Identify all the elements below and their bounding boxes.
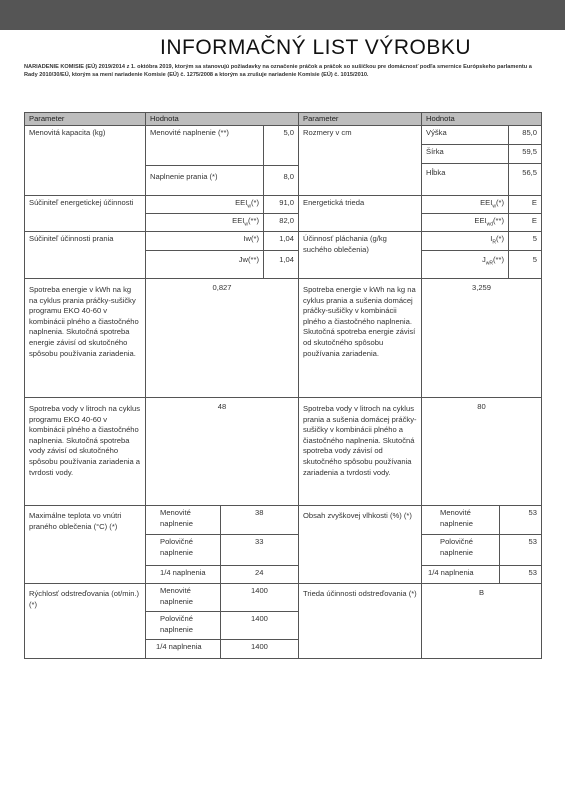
dimensions-height-value: 85,0 <box>508 125 542 145</box>
water-dry-label: Spotreba vody v litroch na cyklus prania a sušenia domácej práčky-sušičky v kombinácii plného a čiastočného naplnenia. Skutočná spotreba vody závisí od skutočného spôsobu používania zariadenia a tvrdosti vody. <box>298 397 422 506</box>
spin-speed-row1-label: Menovité naplnenie <box>145 583 221 612</box>
water-dry-value: 80 <box>421 397 542 506</box>
capacity-wash-label: Menovité naplnenie (**) <box>145 125 264 166</box>
dimensions-depth-label: Hĺbka <box>421 163 509 196</box>
moisture-row1-label: Menovité naplnenie <box>421 505 500 535</box>
spin-speed-row3-value: 1400 <box>220 639 299 659</box>
wash-efficiency-label: Súčiniteľ účinnosti prania <box>24 231 146 279</box>
rinse-row2-mark: (**) <box>493 255 504 264</box>
eei-row1-label <box>145 195 264 214</box>
wash-efficiency-row1-label: Iw(*) <box>145 231 264 251</box>
moisture-row1-value: 53 <box>499 505 542 535</box>
energy-wash-label: Spotreba energie v kWh na kg na cyklus prania práčky-sušičky programu EKO 40-60 v kombinácii plného a čiastočného naplnenia. Skutočná spotreba energie závisí od skutočného spôsobu používania zariadenia. <box>24 278 146 398</box>
spin-speed-row3-label: 1/4 naplnenia <box>145 639 221 659</box>
spin-speed-label: Rýchlosť odstreďovania (ot/min.) (*) <box>24 583 146 659</box>
water-wash-label: Spotreba vody v litroch na cyklus programu EKO 40-60 v kombinácii plného a čiastočného naplnenia. Skutočná spotreba vody závisí od skutočného spôsobu používania zariadenia a tvrdosti vody. <box>24 397 146 506</box>
eei-row2-subscript: w <box>244 221 249 228</box>
spin-speed-row2-label: Polovičné naplnenie <box>145 611 221 640</box>
header-value-right: Hodnota <box>421 112 542 126</box>
moisture-row3-value: 53 <box>499 565 542 584</box>
eei-row2-label <box>145 213 264 232</box>
dimensions-depth-value: 56,5 <box>508 163 542 196</box>
energy-class-row1-value: E <box>508 195 542 214</box>
header-parameter-right: Parameter <box>298 112 422 126</box>
header-parameter-left: Parameter <box>24 112 146 126</box>
energy-class-row2-subscript: wd <box>486 221 494 228</box>
energy-dry-value: 3,259 <box>421 278 542 398</box>
energy-class-row1-mark: (*) <box>495 198 504 207</box>
capacity-label: Menovitá kapacita (kg) <box>24 125 146 196</box>
eei-row1-mark: (*) <box>250 198 259 207</box>
max-temp-row2-label: Polovičné naplnenie <box>145 534 221 566</box>
max-temp-row1-value: 38 <box>220 505 299 535</box>
energy-class-row2-value: E <box>508 213 542 232</box>
rinse-row2-label-text: J <box>482 255 486 264</box>
energy-class-row2-mark: (**) <box>493 216 504 225</box>
energy-class-label: Energetická trieda <box>298 195 422 232</box>
eei-row2-mark: (**) <box>248 216 259 225</box>
dimensions-width-label: Šírka <box>421 144 509 164</box>
capacity-dry-value: 8,0 <box>263 165 299 196</box>
rinse-label: Účinnosť pláchania (g/kg suchého oblečenia) <box>298 231 422 279</box>
moisture-row2-label: Polovičné naplnenie <box>421 534 500 566</box>
wash-efficiency-row2-value: 1,04 <box>263 250 299 279</box>
dimensions-width-value: 59,5 <box>508 144 542 164</box>
water-wash-value: 48 <box>145 397 299 506</box>
spin-class-label: Trieda účinnosti odstreďovania (*) <box>298 583 422 659</box>
eei-row2-label-text: EEI <box>232 216 245 225</box>
eei-row1-value: 91,0 <box>263 195 299 214</box>
rinse-row1-label-text: I <box>490 234 493 243</box>
moisture-row2-value: 53 <box>499 534 542 566</box>
capacity-dry-label: Naplnenie prania (*) <box>145 165 264 196</box>
max-temp-row2-value: 33 <box>220 534 299 566</box>
rinse-row1-mark: (*) <box>495 234 504 243</box>
header-value-left: Hodnota <box>145 112 299 126</box>
max-temp-row3-value: 24 <box>220 565 299 584</box>
rinse-row1-subscript: R <box>492 239 496 246</box>
eei-label: Súčiniteľ energetickej účinnosti <box>24 195 146 232</box>
rinse-row1-value: 5 <box>508 231 542 251</box>
rinse-row2-label <box>421 250 509 279</box>
eei-row2-value: 82,0 <box>263 213 299 232</box>
rinse-row1-label <box>421 231 509 251</box>
eei-row1-label-text: EEI <box>235 198 248 207</box>
max-temp-row1-label: Menovité naplnenie <box>145 505 221 535</box>
eei-row1-subscript: w <box>247 203 251 210</box>
wash-efficiency-row1-value: 1,04 <box>263 231 299 251</box>
rinse-row2-subscript: wR <box>485 260 494 267</box>
moisture-label: Obsah zvyškovej vlhkosti (%) (*) <box>298 505 422 584</box>
spin-speed-row1-value: 1400 <box>220 583 299 612</box>
max-temp-row3-label: 1/4 naplnenia <box>145 565 221 584</box>
energy-class-row2-label-text: EEI <box>474 216 487 225</box>
top-bar <box>0 0 565 30</box>
energy-dry-label: Spotreba energie v kWh na kg na cyklus prania a sušenia domácej práčky-sušičky v kombinácii plného a čiastočného naplnenia. Skutočná spotreba energie závisí od skutočného spôsobu používania zariadenia. <box>298 278 422 398</box>
intro-text: NARIADENIE KOMISIE (EÚ) 2019/2014 z 1. októbra 2019, ktorým sa stanovujú požiadavky na označenie práčok a práčok so sušičkou pre domácnosť podľa smernice Európskeho parlamentu a Rady 2010/30/EÚ, ktorým sa mení nariadenie Komisie (EÚ) č. 1275/2008 a ktorým sa zrušuje nariadenie Komisie (EÚ) č. 1015/2010. <box>24 64 532 78</box>
moisture-row3-label: 1/4 naplnenia <box>421 565 500 584</box>
dimensions-height-label: Výška <box>421 125 509 145</box>
spin-speed-row2-value: 1400 <box>220 611 299 640</box>
dimensions-label: Rozmery v cm <box>298 125 422 196</box>
energy-wash-value: 0,827 <box>145 278 299 398</box>
energy-class-row1-subscript: w <box>492 203 496 210</box>
energy-class-row2-label <box>421 213 509 232</box>
rinse-row2-value: 5 <box>508 250 542 279</box>
energy-class-row1-label-text: EEI <box>480 198 493 207</box>
capacity-wash-value: 5,0 <box>263 125 299 166</box>
max-temp-label: Maximálne teplota vo vnútri praného oblečenia (°C) (*) <box>24 505 146 584</box>
wash-efficiency-row2-label: Jw(**) <box>145 250 264 279</box>
energy-class-row1-label <box>421 195 509 214</box>
page-title: INFORMAČNÝ LIST VÝROBKU <box>160 36 471 59</box>
spin-class-value: B <box>421 583 542 659</box>
